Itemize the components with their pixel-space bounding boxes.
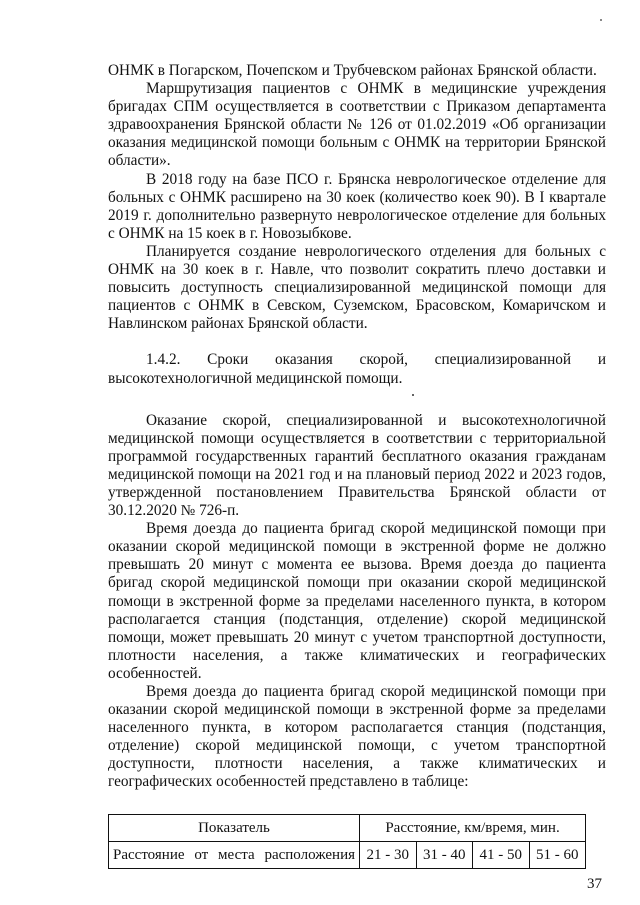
section-heading-1-4-2: 1.4.2. Сроки оказания скорой, специализированной и высокотехнологичной медицинской помощи. <box>108 351 606 387</box>
paragraph-arrival-time: Время доезда до пациента бригад скорой медицинской помощи при оказании скорой медицинской помощи в экстренной форме не должно превышать 20 минут с момента ее вызова. Время доезда до пациента бригад скорой медицинской помощи при оказании скорой медицинской помощи в экстренной форме за пределами населенного пункта, в котором располагается станция (подстанция, отделение) скорой медицинской помощи, может превышать 20 минут с учетом транспортной доступности, плотности населения, а также климатических и географических особенностей. <box>108 520 606 682</box>
stray-dot <box>108 388 606 412</box>
paragraph-arrival-table-intro: Время доезда до пациента бригад скорой медицинской помощи при оказании скорой медицинской помощи в экстренной форме за пределами населенного пункта, в котором располагается станция (подстанция, отделение) скорой медицинской помощи, с учетом транспортной доступности, плотности населения, а также климатических и географических особенностей представлено в таблице: <box>108 683 606 791</box>
table-cell-range: 21 - 30 <box>360 841 417 868</box>
table-header-indicator: Показатель <box>109 814 360 841</box>
scan-speck <box>600 19 602 21</box>
table-row <box>109 841 586 868</box>
table-header-distance: Расстояние, км/время, мин. <box>360 814 586 841</box>
document-page <box>108 62 606 869</box>
table-row-label: Расстояние от места расположения <box>109 841 360 868</box>
paragraph-planned-department: Планируется создание неврологического отделения для больных с ОНМК на 30 коек в г. Навле, что позволит сократить плечо доставки и повысить доступность специализированной медицинской помощи для пациентов с ОНМК в Севском, Суземском, Брасовском, Комаричском и Навлинском районах Брянской области. <box>108 242 606 333</box>
table-header-row <box>109 814 586 841</box>
table-cell-range: 41 - 50 <box>473 841 530 868</box>
distance-table <box>108 814 586 869</box>
paragraph-routing: Маршрутизация пациентов с ОНМК в медицинские учреждения бригадах СПМ осуществляется в соответствии с Приказом департамента здравоохранения Брянской области № 126 от 01.02.2019 «Об организации оказания медицинской помощи больным с ОНМК на территории Брянской области». <box>108 80 606 170</box>
paragraph-onmk-districts: ОНМК в Погарском, Почепском и Трубчевском районах Брянской области. <box>108 62 597 79</box>
paragraph-neuro-department-2018: В 2018 году на базе ПСО г. Брянска неврологическое отделение для больных с ОНМК расширено на 30 коек (количество коек 90). В I квартале 2019 г. дополнительно развернуто неврологическое отделение для больных с ОНМК на 15 коек в г. Новозыбкове. <box>108 170 606 242</box>
paragraph-care-provision: Оказание скорой, специализированной и высокотехнологичной медицинской помощи осуществляется в соответствии с территориальной программой государственных гарантий бесплатного оказания гражданам медицинской помощи на 2021 год и на плановый период 2022 и 2023 годов, утвержденной постановлением Правительства Брянской области от 30.12.2020 № 726-п. <box>108 411 606 520</box>
table-cell-range: 51 - 60 <box>529 841 586 868</box>
page-number: 37 <box>587 876 602 892</box>
table-cell-range: 31 - 40 <box>416 841 473 868</box>
